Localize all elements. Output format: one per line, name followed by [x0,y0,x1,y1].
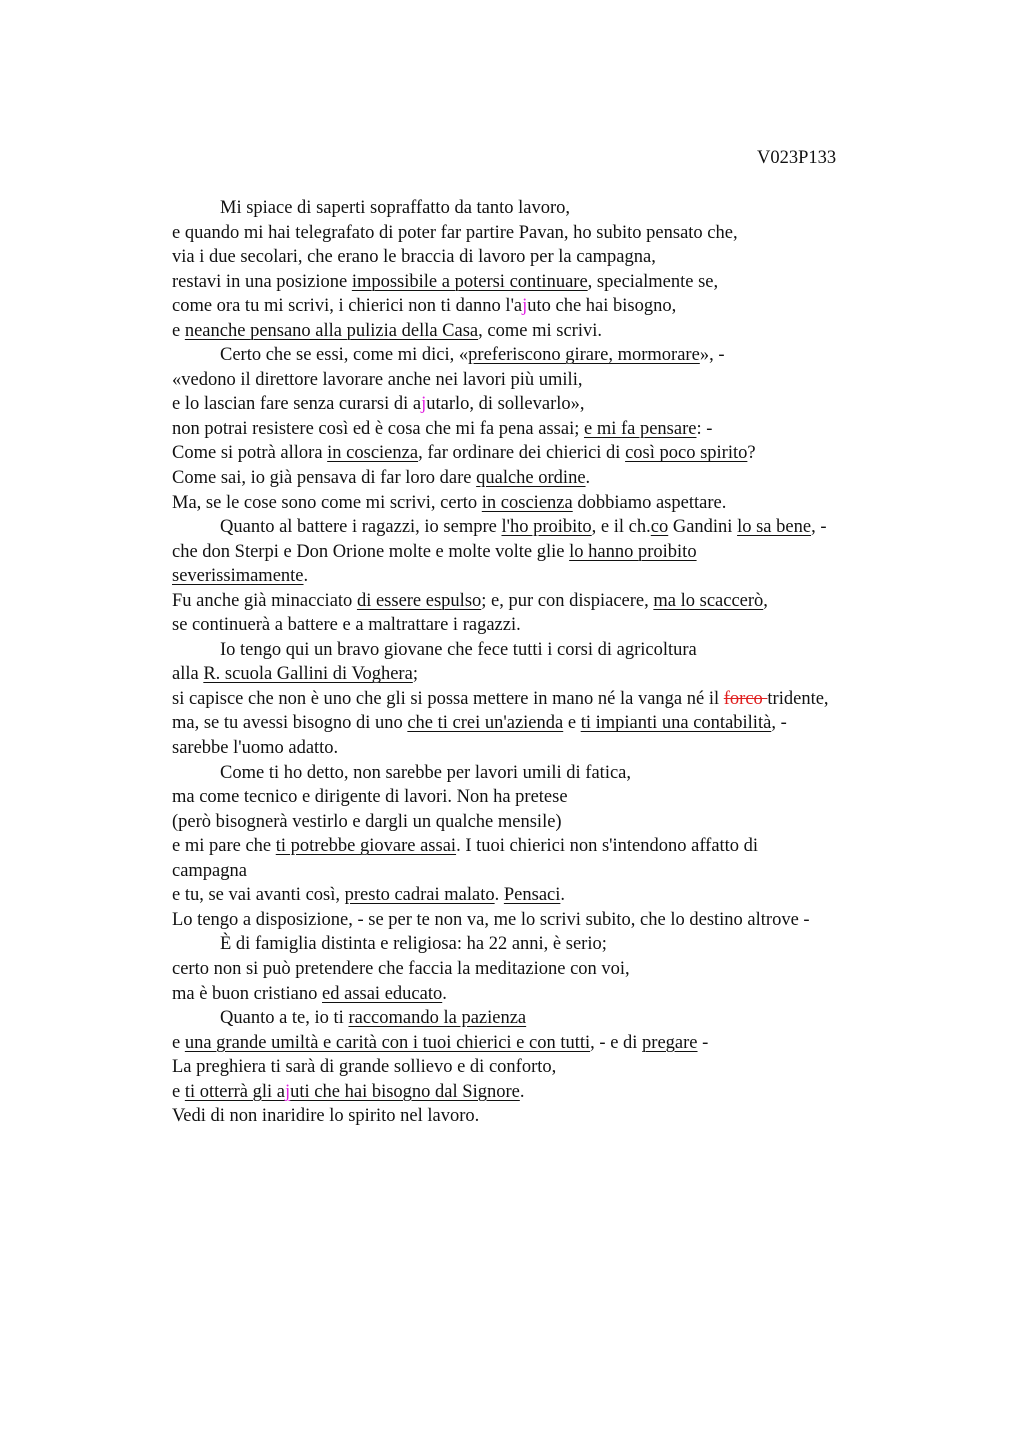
text-line [172,1080,962,1105]
underlined-text: Pensaci [503,885,561,906]
text-segment: che don Sterpi e Don Orione molte e molte volte glie [172,541,570,562]
underlined-text: lo hanno proibito [569,541,697,562]
text-line [172,392,962,417]
text-segment: , far ordinare dei chierici di [418,443,626,464]
text-segment: . [560,885,566,906]
underlined-text: impossibile a potersi continuare [351,271,588,292]
text-line [172,515,962,540]
text-segment: campagna [172,860,247,881]
text-line [172,761,962,786]
text-line [172,1006,962,1031]
text-segment: utarlo, di sollevarlo», [426,394,585,415]
text-segment: , come mi scrivi. [478,320,602,341]
text-segment: tridente, [767,688,829,709]
text-segment: . I tuoi chierici non s'intendono affatto di [456,836,759,857]
text-segment: ; e, pur con dispiacere, [481,590,654,611]
text-segment: ma è buon cristiano [172,983,323,1004]
text-segment: uto che hai bisogno, [527,296,677,317]
text-line [172,319,962,344]
text-segment: Vedi di non inaridire lo spirito nel lavoro. [172,1106,480,1127]
text-line [172,982,962,1007]
underlined-text: una grande umiltà e carità con i tuoi chierici e con tutti [184,1032,591,1053]
text-segment: Certo che se essi, come mi dici, « [220,345,469,366]
text-segment: e tu, se vai avanti così, [172,885,345,906]
text-line [172,245,962,270]
text-segment: e quando mi hai telegrafato di poter far partire Pavan, ho subito pensato che, [172,222,738,243]
highlighted-letter: j [522,296,528,317]
text-segment: e [563,713,581,734]
text-segment: sarebbe l'uomo adatto. [172,738,339,759]
text-segment: La preghiera ti sarà di grande sollievo e di conforto, [172,1057,557,1078]
text-segment: alla [172,664,204,685]
text-line [172,540,962,565]
text-segment: Come si potrà allora [172,443,328,464]
underlined-text: che ti crei un'azienda [407,713,564,734]
text-segment: : - [696,418,713,439]
text-segment: Gandini [668,517,738,538]
highlighted-letter: j [285,1081,291,1102]
text-segment: e [172,1081,185,1102]
text-segment: come ora tu mi scrivi, i chierici non ti danno l'a [172,296,523,317]
text-line [172,810,962,835]
text-segment: Ma, se le cose sono come mi scrivi, certo [172,492,482,513]
text-segment: . [442,983,447,1004]
text-segment: . [494,885,504,906]
text-line [172,466,962,491]
text-segment: e mi pare che [172,836,276,857]
text-segment: . [585,468,591,489]
text-line [172,932,962,957]
text-segment: Come ti ho detto, non sarebbe per lavori umili di fatica, [220,762,632,783]
text-segment: Quanto al battere i ragazzi, io sempre [220,517,502,538]
text-segment: , [763,590,768,611]
text-line [172,613,962,638]
text-segment: Come sai, io già pensava di far loro dare [172,468,477,489]
text-line [172,441,962,466]
text-segment: - [697,1032,709,1053]
text-line [172,908,962,933]
text-line [172,368,962,393]
text-segment: ? [747,443,756,464]
text-segment: », - [699,345,725,366]
underlined-text: uti che hai bisogno dal Signore [290,1081,520,1102]
underlined-text: in coscienza [327,443,419,464]
text-segment: se continuerà a battere e a maltrattare i ragazzi. [172,615,521,636]
text-segment: , - e di [590,1032,643,1053]
underlined-text: preferiscono girare, mormorare [468,345,700,366]
underlined-text: R. scuola Gallini di Voghera [203,664,413,685]
text-line [172,491,962,516]
text-segment: (però bisognerà vestirlo e dargli un qualche mensile) [172,811,562,832]
text-line [172,638,962,663]
text-line [172,662,962,687]
text-segment: , - [771,713,787,734]
underlined-text: neanche pensano alla pulizia della Casa [184,320,479,341]
text-segment: non potrai resistere così ed è cosa che mi fa pena assai; [172,418,584,439]
underlined-text: raccomando la pazienza [348,1008,527,1029]
text-line [172,687,962,712]
text-line [172,711,962,736]
text-line [172,834,962,859]
letter-body [172,196,962,1129]
underlined-text: pregare [642,1032,698,1053]
underlined-text: ti otterrà gli a [184,1081,286,1102]
text-line [172,1031,962,1056]
text-segment: dobbiamo aspettare. [572,492,727,513]
text-segment: . [519,1081,525,1102]
text-segment: È di famiglia distinta e religiosa: ha 22 anni, è serio; [220,934,607,955]
text-line [172,196,962,221]
underlined-text: l'ho proibito [501,517,592,538]
text-segment: e [172,320,185,341]
underlined-text: e mi fa pensare [583,418,697,439]
underlined-text: ed assai educato [322,983,443,1004]
underlined-text: lo sa bene [737,517,812,538]
text-line [172,736,962,761]
text-segment: via i due secolari, che erano le braccia di lavoro per la campagna, [172,247,656,268]
text-segment: Io tengo qui un bravo giovane che fece tutti i corsi di agricoltura [220,639,697,660]
text-segment: , - [811,517,827,538]
text-segment: restavi in una posizione [172,271,352,292]
text-line [172,859,962,884]
text-line [172,883,962,908]
underlined-text: severissimamente [172,566,304,587]
text-segment: Fu anche già minacciato [172,590,357,611]
struck-text: forco [723,688,768,709]
text-segment: e lo lascian fare senza curarsi di a [172,394,422,415]
text-segment: , specialmente se, [587,271,719,292]
underlined-text: in coscienza [481,492,573,513]
text-segment: si capisce che non è uno che gli si possa mettere in mano né la vanga né il [172,688,724,709]
text-segment: ; [412,664,418,685]
text-segment: «vedono il direttore lavorare anche nei lavori più umili, [172,369,583,390]
page-identifier: V023P133 [757,148,837,168]
text-line [172,564,962,589]
text-line [172,270,962,295]
underlined-text: presto cadrai malato [344,885,495,906]
text-line [172,785,962,810]
underlined-text: ti impianti una contabilità [580,713,772,734]
underlined-text: co [650,517,669,538]
text-segment: , e il ch. [591,517,651,538]
text-line [172,957,962,982]
underlined-text: così poco spirito [625,443,748,464]
text-line [172,221,962,246]
text-segment: . [303,566,309,587]
text-segment: ma, se tu avessi bisogno di uno [172,713,408,734]
text-line [172,417,962,442]
underlined-text: qualche ordine [476,468,586,489]
text-segment: Quanto a te, io ti [220,1008,349,1029]
underlined-text: ti potrebbe giovare assai [275,836,457,857]
text-line [172,343,962,368]
text-line [172,294,962,319]
highlighted-letter: j [421,394,427,415]
underlined-text: di essere espulso [356,590,482,611]
text-line [172,589,962,614]
text-segment: Lo tengo a disposizione, - se per te non va, me lo scrivi subito, che lo destino altrove - [172,909,810,930]
text-segment: ma come tecnico e dirigente di lavori. Non ha pretese [172,787,568,808]
text-segment: Mi spiace di saperti sopraffatto da tanto lavoro, [220,198,571,218]
text-line [172,1104,962,1129]
text-segment: certo non si può pretendere che faccia la meditazione con voi, [172,958,630,979]
text-segment: e [172,1032,185,1053]
text-line [172,1055,962,1080]
underlined-text: ma lo scaccerò [653,590,764,611]
